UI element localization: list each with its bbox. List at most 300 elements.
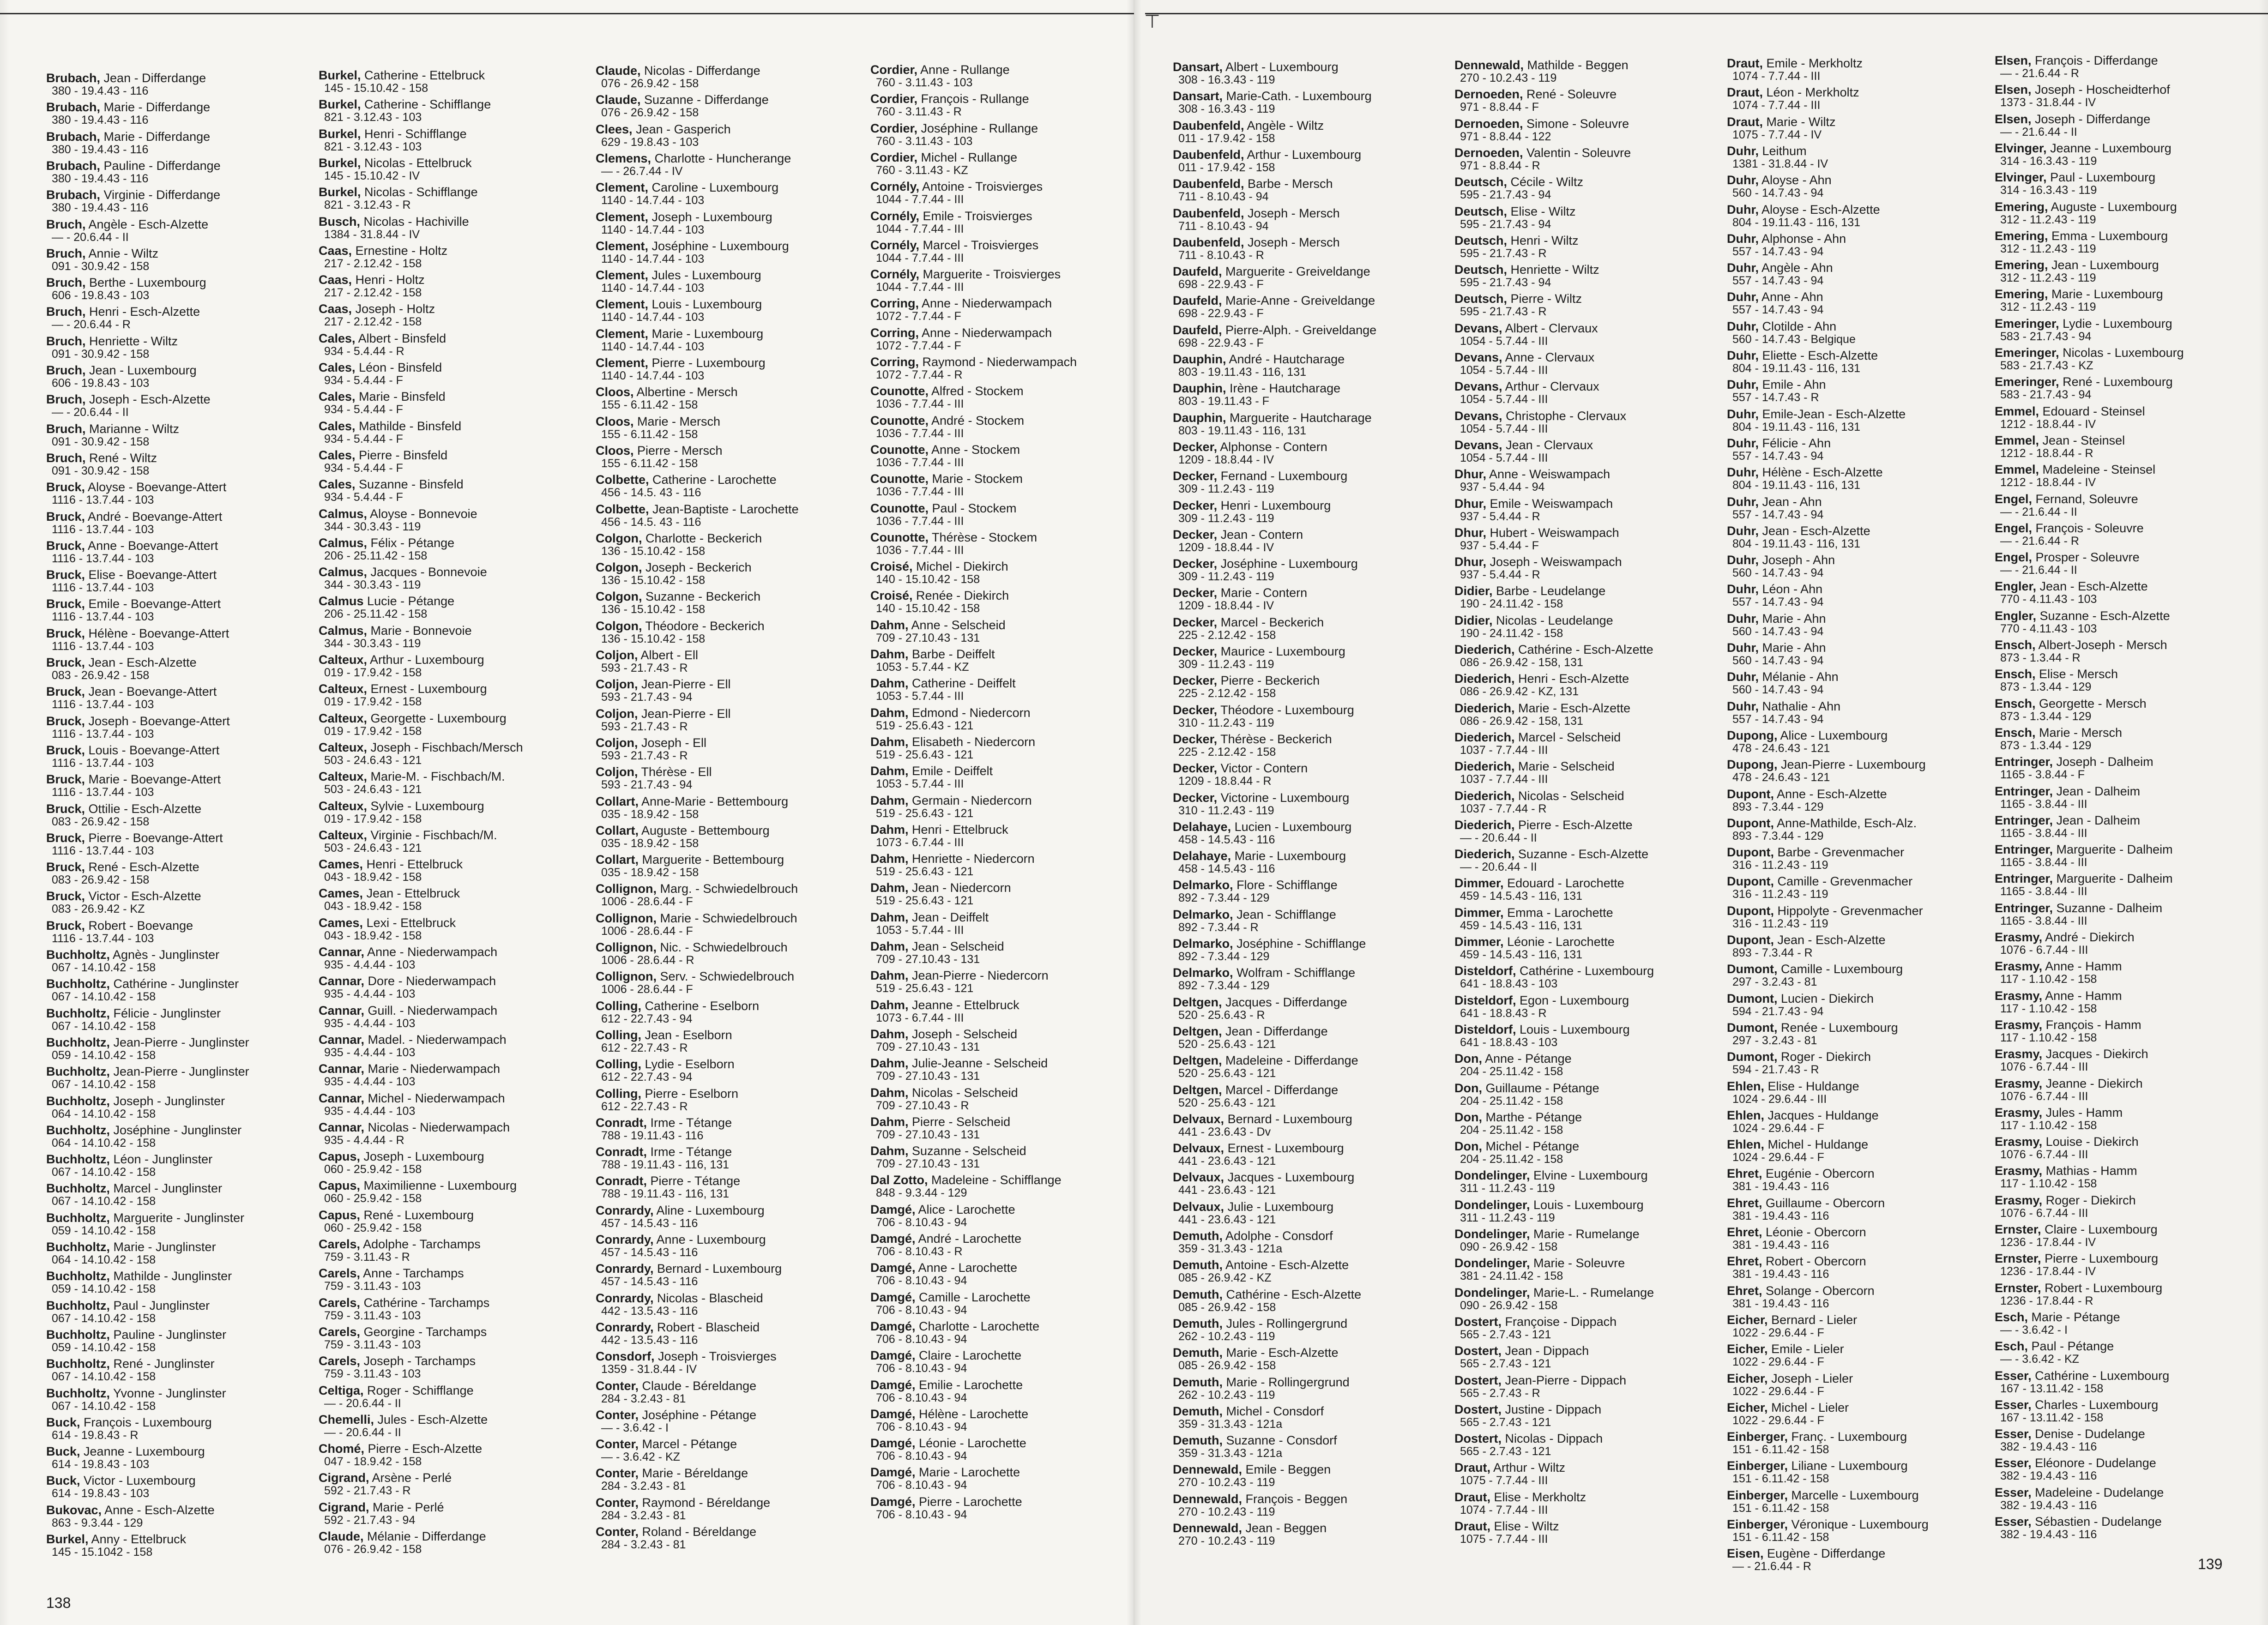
entry-surname: Diederich, bbox=[1454, 847, 1515, 861]
entry-name bbox=[319, 595, 454, 608]
entry-surname: Dupong, bbox=[1727, 728, 1778, 742]
index-entry bbox=[1173, 500, 1331, 524]
entry-name bbox=[1727, 1343, 1844, 1355]
index-entry bbox=[596, 240, 789, 265]
entry-record: 083 - 26.9.42 - 158 bbox=[52, 873, 150, 887]
index-entry bbox=[46, 978, 239, 1003]
index-entry bbox=[1995, 54, 2158, 79]
entry-record: 381 - 19.4.43 - 116 bbox=[1732, 1209, 1829, 1222]
entry-record: 1165 - 3.8.44 - III bbox=[2000, 856, 2087, 869]
entry-name bbox=[1727, 1226, 1866, 1239]
entry-record: 284 - 3.2.43 - 81 bbox=[601, 1538, 686, 1551]
entry-surname: Cales, bbox=[319, 448, 356, 462]
entry-given-place: Edouard - Larochette bbox=[1503, 876, 1624, 891]
entry-record: 456 - 14.5. 43 - 116 bbox=[601, 486, 701, 500]
entry-record: 1209 - 18.8.44 - IV bbox=[1178, 599, 1274, 613]
entry-record: 557 - 14.7.43 - 94 bbox=[1732, 712, 1824, 726]
entry-given-place: Albertine - Mersch bbox=[633, 385, 738, 399]
entry-given-place: Renée - Luxembourg bbox=[1777, 1020, 1898, 1035]
entry-given-place: Marie - Luxembourg bbox=[2048, 287, 2163, 301]
entry-given-place: Valentin - Soleuvre bbox=[1523, 145, 1631, 160]
index-entry bbox=[870, 882, 1011, 907]
entry-surname: Dennewald, bbox=[1454, 58, 1524, 72]
entry-given-place: Jean-Pierre - Junglinster bbox=[109, 1035, 249, 1049]
index-entry bbox=[1454, 702, 1630, 727]
entry-name bbox=[1454, 88, 1617, 101]
entry-given-place: Claire - Larochette bbox=[915, 1348, 1022, 1363]
entry-surname: Devans, bbox=[1454, 409, 1502, 423]
entry-name bbox=[596, 269, 761, 282]
entry-name bbox=[1727, 875, 1912, 888]
entry-surname: Disteldorf, bbox=[1454, 993, 1516, 1007]
entry-given-place: Catherine - Schifflange bbox=[361, 97, 491, 112]
entry-name bbox=[46, 423, 179, 435]
entry-given-place: Jean - Esch-Alzette bbox=[1773, 933, 1886, 947]
entry-given-place: Jean - Clervaux bbox=[1502, 438, 1593, 452]
entry-surname: Counotte, bbox=[870, 530, 929, 544]
index-entry bbox=[1995, 288, 2163, 313]
entry-record: 503 - 24.6.43 - 121 bbox=[324, 841, 422, 855]
entry-surname: Devans, bbox=[1454, 321, 1502, 335]
entry-record: 456 - 14.5. 43 - 116 bbox=[601, 515, 701, 529]
entry-surname: Eicher, bbox=[1727, 1400, 1768, 1414]
entry-record: 606 - 19.8.43 - 103 bbox=[52, 377, 150, 390]
entry-surname: Dennewald, bbox=[1173, 1462, 1243, 1477]
entry-surname: Cannar, bbox=[319, 1091, 365, 1105]
entry-given-place: Irme - Tétange bbox=[647, 1115, 732, 1130]
entry-given-place: Madeleine - Differdange bbox=[1222, 1053, 1358, 1068]
entry-surname: Bruck, bbox=[46, 538, 85, 553]
entry-record: 204 - 25.11.42 - 158 bbox=[1460, 1094, 1563, 1107]
index-entry bbox=[1454, 293, 1582, 318]
entry-record: 067 - 14.10.42 - 158 bbox=[52, 1312, 156, 1325]
index-entry bbox=[1727, 1285, 1875, 1310]
index-entry bbox=[596, 1088, 738, 1113]
entry-surname: Ensch, bbox=[1995, 638, 2036, 652]
entry-record: 1076 - 6.7.44 - III bbox=[2000, 1148, 2088, 1162]
entry-name bbox=[1454, 264, 1599, 276]
entry-record: — - 20.6.44 - R bbox=[52, 318, 131, 331]
index-entry bbox=[1173, 1434, 1337, 1459]
entry-name bbox=[870, 1233, 1021, 1245]
entry-record: 117 - 1.10.42 - 158 bbox=[2000, 973, 2097, 986]
entry-given-place: Sylvie - Luxembourg bbox=[367, 799, 484, 813]
entry-surname: Duhr, bbox=[1727, 611, 1759, 626]
entry-record: — - 20.6.44 - II bbox=[1460, 831, 1537, 844]
entry-record: 1165 - 3.8.44 - III bbox=[2000, 797, 2087, 811]
entry-surname: Dernoeden, bbox=[1454, 145, 1523, 160]
entry-name bbox=[46, 1329, 226, 1341]
entry-given-place: Jeanne - Ettelbruck bbox=[908, 998, 1019, 1012]
entry-given-place: Elvine - Luxembourg bbox=[1530, 1168, 1648, 1183]
entry-given-place: Hélène - Esch-Alzette bbox=[1759, 465, 1883, 480]
entry-given-place: Jean - Steinsel bbox=[2039, 433, 2125, 447]
entry-record: — - 20.6.44 - II bbox=[1460, 861, 1537, 874]
entry-surname: Decker, bbox=[1173, 498, 1218, 512]
index-entry bbox=[1727, 875, 1912, 900]
entry-given-place: Irène - Hautcharage bbox=[1226, 381, 1341, 396]
entry-given-place: Sébastien - Dudelange bbox=[2031, 1515, 2162, 1529]
entry-name bbox=[1727, 1080, 1859, 1093]
entry-given-place: Mathilde - Beggen bbox=[1524, 58, 1629, 72]
entry-surname: Dimmer, bbox=[1454, 935, 1504, 949]
entry-given-place: Emma - Luxembourg bbox=[2048, 229, 2168, 243]
entry-name bbox=[319, 98, 491, 111]
index-entry bbox=[1995, 113, 2150, 138]
index-entry bbox=[1173, 1288, 1361, 1313]
entry-given-place: Henriette - Wiltz bbox=[85, 334, 178, 348]
entry-surname: Damgé, bbox=[870, 1378, 916, 1392]
entry-given-place: Marguerite - Greiveldange bbox=[1222, 265, 1370, 279]
entry-given-place: Marie - Luxembourg bbox=[648, 326, 764, 341]
index-entry bbox=[1727, 1138, 1868, 1163]
entry-surname: Bruck, bbox=[46, 860, 85, 874]
entry-record: 206 - 25.11.42 - 158 bbox=[324, 608, 428, 621]
index-entry bbox=[1173, 90, 1372, 115]
entry-given-place: Albert - Clervaux bbox=[1502, 321, 1598, 335]
entry-record: 1037 - 7.7.44 - R bbox=[1460, 802, 1547, 815]
entry-record: 1212 - 18.8.44 - R bbox=[2000, 446, 2093, 460]
index-entry bbox=[1995, 347, 2184, 372]
index-entry bbox=[46, 1065, 249, 1090]
entry-given-place: Jeanne - Diekirch bbox=[2042, 1076, 2143, 1090]
entry-surname: Cales, bbox=[319, 361, 356, 374]
entry-record: 085 - 26.9.42 - 158 bbox=[1178, 1359, 1276, 1372]
index-entry bbox=[1727, 1255, 1866, 1280]
entry-name bbox=[870, 940, 1004, 953]
index-entry bbox=[46, 72, 206, 97]
entry-name bbox=[1727, 1285, 1875, 1297]
entry-surname: Decker, bbox=[1173, 557, 1218, 571]
entry-given-place: Maurice - Luxembourg bbox=[1217, 644, 1345, 658]
entry-name bbox=[870, 122, 1038, 135]
entry-given-place: Jules - Esch-Alzette bbox=[374, 1412, 488, 1426]
entry-record: 1140 - 14.7.44 - 103 bbox=[601, 340, 705, 353]
entry-record: 1075 - 7.7.44 - III bbox=[1460, 1533, 1548, 1546]
entry-record: 083 - 26.9.42 - 158 bbox=[52, 815, 150, 828]
entry-record: 1116 - 13.7.44 - 103 bbox=[52, 494, 154, 507]
entry-name bbox=[319, 128, 467, 140]
entry-name bbox=[596, 1321, 760, 1334]
entry-given-place: Nic. - Schwiedelbrouch bbox=[656, 940, 788, 954]
entry-given-place: Roland - Béreldange bbox=[639, 1525, 757, 1539]
index-entry bbox=[1727, 466, 1883, 491]
entry-name bbox=[1995, 434, 2125, 447]
entry-given-place: Joseph - Differdange bbox=[2031, 112, 2151, 126]
index-entry bbox=[1995, 1399, 2158, 1424]
entry-record: 709 - 27.10.43 - 131 bbox=[876, 953, 980, 966]
entry-surname: Dansart, bbox=[1173, 89, 1223, 103]
index-entry bbox=[1727, 788, 1887, 813]
entry-name bbox=[1727, 291, 1823, 303]
entry-given-place: Bernard - Luxembourg bbox=[653, 1262, 782, 1276]
index-entry bbox=[1173, 967, 1355, 992]
entry-record: 1381 - 31.8.44 - IV bbox=[1732, 157, 1828, 170]
entry-record: 641 - 18.8.43 - R bbox=[1460, 1006, 1547, 1020]
entry-given-place: Pierre - Eselborn bbox=[641, 1086, 739, 1101]
index-entry bbox=[1454, 1491, 1586, 1516]
index-entry bbox=[1727, 817, 1917, 842]
entry-record: 145 - 15.10.42 - IV bbox=[324, 169, 420, 182]
entry-given-place: Marie - Differdange bbox=[100, 129, 211, 144]
entry-given-place: Jean - Beggen bbox=[1242, 1521, 1327, 1535]
entry-surname: Colbette, bbox=[596, 473, 649, 487]
entry-name bbox=[870, 1087, 1018, 1099]
entry-name bbox=[870, 385, 1024, 397]
entry-surname: Buchholtz, bbox=[46, 1210, 110, 1225]
entry-surname: Conter, bbox=[596, 1495, 639, 1510]
index-entry bbox=[1173, 1376, 1350, 1401]
entry-name bbox=[1995, 990, 2122, 1002]
entry-record: 560 - 14.7.43 - 94 bbox=[1732, 625, 1824, 638]
entry-surname: Entringer, bbox=[1995, 755, 2053, 769]
entry-surname: Duhr, bbox=[1727, 407, 1759, 421]
entry-given-place: Joséphine - Luxembourg bbox=[1217, 557, 1358, 571]
index-entry bbox=[1995, 1311, 2120, 1336]
entry-name bbox=[319, 1180, 517, 1192]
index-entry bbox=[1995, 873, 2173, 897]
entry-given-place: François - Beggen bbox=[1242, 1492, 1348, 1506]
entry-record: 155 - 6.11.42 - 158 bbox=[601, 427, 698, 441]
entry-name bbox=[596, 181, 778, 194]
entry-name bbox=[870, 1437, 1026, 1450]
entry-record: 1054 - 5.7.44 - III bbox=[1460, 451, 1548, 464]
entry-record: 344 - 30.3.43 - 119 bbox=[324, 520, 421, 533]
index-entry bbox=[1995, 1457, 2156, 1482]
entry-record: 706 - 8.10.43 - 94 bbox=[876, 1332, 967, 1346]
index-entry bbox=[596, 1058, 735, 1083]
entry-surname: Clement, bbox=[596, 356, 649, 370]
entry-surname: Dahm, bbox=[870, 910, 909, 924]
index-entry bbox=[1727, 496, 1823, 521]
entry-name bbox=[46, 1270, 232, 1282]
entry-name bbox=[46, 1445, 205, 1458]
entry-name bbox=[46, 803, 201, 815]
entry-record: 706 - 8.10.43 - 94 bbox=[876, 1216, 967, 1229]
index-entry bbox=[1727, 583, 1823, 608]
index-entry bbox=[870, 1174, 1062, 1199]
entry-given-place: Christophe - Clervaux bbox=[1502, 409, 1627, 423]
index-entry bbox=[1727, 846, 1904, 871]
entry-record: 090 - 26.9.42 - 158 bbox=[1460, 1299, 1558, 1312]
entry-record: 593 - 21.7.43 - 94 bbox=[601, 778, 693, 792]
entry-name bbox=[1454, 351, 1594, 364]
top-rule-right bbox=[1145, 13, 2268, 14]
index-entry bbox=[1173, 645, 1345, 670]
entry-record: 614 - 19.8.43 - R bbox=[52, 1428, 139, 1442]
entry-surname: Emmel, bbox=[1995, 433, 2039, 447]
entry-record: 873 - 1.3.44 - 129 bbox=[2000, 710, 2092, 723]
index-entry bbox=[1727, 145, 1828, 170]
entry-surname: Dondelinger, bbox=[1454, 1168, 1530, 1183]
entry-given-place: Marcelle - Luxembourg bbox=[1788, 1488, 1919, 1502]
entry-given-place: Marguerite - Troisvierges bbox=[919, 267, 1061, 282]
entry-given-place: Virginie - Fischbach/M. bbox=[367, 828, 497, 842]
entry-name bbox=[46, 1475, 196, 1487]
index-entry bbox=[319, 1209, 474, 1234]
entry-name bbox=[319, 1443, 482, 1455]
entry-given-place: Marie - Rollingergrund bbox=[1223, 1375, 1350, 1389]
entry-name bbox=[870, 590, 1009, 602]
entry-name bbox=[46, 1387, 226, 1400]
entry-name bbox=[1173, 616, 1324, 629]
entry-surname: Celtiga, bbox=[319, 1383, 364, 1397]
index-entry bbox=[319, 245, 447, 270]
entry-name bbox=[1727, 174, 1832, 187]
index-entry bbox=[870, 1262, 1017, 1287]
entry-surname: Duhr, bbox=[1727, 465, 1759, 480]
entry-surname: Coljon, bbox=[596, 765, 638, 779]
entry-record: 312 - 11.2.43 - 119 bbox=[2000, 271, 2096, 285]
entry-record: 1140 - 14.7.44 - 103 bbox=[601, 311, 705, 324]
entry-given-place: Jean - Dippach bbox=[1502, 1344, 1589, 1358]
entry-surname: Dupont, bbox=[1727, 787, 1774, 801]
entry-given-place: Aloyse - Bonnevoie bbox=[367, 506, 477, 521]
entry-name bbox=[596, 240, 789, 253]
entry-name bbox=[870, 327, 1052, 339]
entry-given-place: Anne - Pétange bbox=[1482, 1052, 1572, 1066]
entry-given-place: Henriette - Niedercorn bbox=[908, 852, 1035, 866]
index-entry bbox=[1454, 1228, 1640, 1253]
entry-given-place: Henri - Schifflange bbox=[361, 126, 467, 141]
index-entry bbox=[319, 478, 464, 503]
entry-name bbox=[1173, 967, 1355, 979]
entry-name bbox=[596, 211, 772, 223]
index-entry bbox=[1995, 405, 2145, 430]
entry-surname: Capus, bbox=[319, 1150, 361, 1164]
entry-record: 803 - 19.11.43 - F bbox=[1178, 395, 1269, 408]
entry-given-place: Yvonne - Junglinster bbox=[109, 1386, 226, 1400]
entry-record: 381 - 19.4.43 - 116 bbox=[1732, 1180, 1829, 1193]
index-entry bbox=[1727, 116, 1836, 141]
index-entry bbox=[319, 449, 447, 474]
page-number-left: 138 bbox=[46, 1595, 71, 1611]
entry-name bbox=[46, 686, 217, 698]
index-entry bbox=[319, 887, 460, 912]
entry-surname: Ensch, bbox=[1995, 696, 2036, 710]
entry-surname: Cannar, bbox=[319, 1003, 365, 1017]
entry-record: 459 - 14.5.43 - 116, 131 bbox=[1460, 948, 1583, 961]
index-entry bbox=[1454, 1169, 1648, 1194]
index-entry bbox=[319, 1297, 489, 1322]
entry-surname: Dostert, bbox=[1454, 1344, 1502, 1358]
index-entry bbox=[46, 627, 229, 652]
entry-surname: Cames, bbox=[319, 915, 363, 930]
entry-record: 083 - 26.9.42 - 158 bbox=[52, 669, 150, 682]
entry-record: 760 - 3.11.43 - R bbox=[876, 105, 962, 119]
index-entry bbox=[870, 560, 1008, 585]
entry-name bbox=[1995, 580, 2148, 593]
entry-name bbox=[46, 306, 200, 318]
entry-record: 441 - 23.6.43 - 121 bbox=[1178, 1213, 1276, 1226]
entry-record: 155 - 6.11.42 - 158 bbox=[601, 457, 698, 470]
entry-record: 760 - 3.11.43 - 103 bbox=[876, 76, 973, 89]
entry-name bbox=[1454, 702, 1630, 715]
entry-given-place: Marianne - Wiltz bbox=[85, 421, 180, 436]
entry-surname: Dahm, bbox=[870, 647, 909, 661]
index-entry bbox=[46, 452, 157, 477]
entry-name bbox=[1454, 614, 1613, 627]
entry-given-place: Joséphine - Pétange bbox=[639, 1408, 757, 1422]
entry-surname: Duhr, bbox=[1727, 349, 1759, 362]
entry-name bbox=[1454, 1520, 1559, 1533]
entry-given-place: Joseph - Esch-Alzette bbox=[85, 392, 211, 407]
entry-record: 1024 - 29.6.44 - F bbox=[1732, 1151, 1824, 1164]
entry-name bbox=[1173, 412, 1372, 424]
entry-name bbox=[1173, 1434, 1337, 1447]
index-entry bbox=[319, 1355, 476, 1380]
entry-given-place: Marie-L. - Rumelange bbox=[1530, 1285, 1654, 1300]
index-entry bbox=[46, 949, 219, 974]
entry-given-place: Anne - Esch-Alzette bbox=[102, 1503, 215, 1517]
entry-name bbox=[870, 415, 1024, 427]
entry-record: 308 - 16.3.43 - 119 bbox=[1178, 73, 1275, 86]
entry-name bbox=[319, 216, 469, 228]
entry-record: 380 - 19.4.43 - 116 bbox=[52, 172, 149, 185]
index-entry bbox=[1173, 441, 1327, 466]
entry-record: 1053 - 5.7.44 - III bbox=[876, 690, 964, 703]
entry-record: 1037 - 7.7.44 - III bbox=[1460, 743, 1548, 757]
entry-surname: Don, bbox=[1454, 1110, 1482, 1124]
entry-record: 804 - 19.11.43 - 116, 131 bbox=[1732, 362, 1861, 375]
index-entry bbox=[1454, 965, 1654, 990]
entry-record: 309 - 11.2.43 - 119 bbox=[1178, 482, 1274, 496]
index-entry bbox=[870, 794, 1032, 819]
entry-record: 019 - 17.9.42 - 158 bbox=[324, 812, 422, 825]
entry-record: 804 - 19.11.43 - 116, 131 bbox=[1732, 216, 1861, 229]
index-entry bbox=[870, 1379, 1023, 1404]
entry-given-place: Auguste - Luxembourg bbox=[2048, 199, 2177, 214]
entry-surname: Daubenfeld, bbox=[1173, 206, 1244, 220]
entry-name bbox=[46, 335, 178, 348]
entry-surname: Delahaye, bbox=[1173, 849, 1231, 863]
entry-record: 1006 - 28.6.44 - R bbox=[601, 954, 694, 967]
entry-record: 1036 - 7.7.44 - III bbox=[876, 514, 964, 528]
entry-name bbox=[46, 247, 158, 260]
index-entry bbox=[1727, 262, 1833, 287]
entry-record: 344 - 30.3.43 - 119 bbox=[324, 637, 421, 650]
entry-surname: Don, bbox=[1454, 1081, 1482, 1095]
entry-record: — - 3.6.42 - KZ bbox=[601, 1450, 680, 1464]
entry-surname: Ensch, bbox=[1995, 725, 2036, 740]
entry-name bbox=[1454, 585, 1605, 597]
entry-name bbox=[596, 152, 791, 165]
entry-name bbox=[1173, 1230, 1333, 1242]
entry-name bbox=[319, 917, 456, 929]
entry-surname: Entringer, bbox=[1995, 872, 2053, 886]
entry-record: 085 - 26.9.42 - 158 bbox=[1178, 1300, 1276, 1314]
entry-record: 1140 - 14.7.44 - 103 bbox=[601, 194, 705, 207]
entry-name bbox=[1995, 318, 2172, 330]
index-entry bbox=[46, 656, 197, 681]
entry-record: 706 - 8.10.43 - 94 bbox=[876, 1362, 967, 1375]
entry-record: 091 - 30.9.42 - 158 bbox=[52, 435, 150, 448]
entry-surname: Draut, bbox=[1727, 85, 1763, 100]
index-entry bbox=[596, 386, 738, 411]
entry-given-place: Victorine - Luxembourg bbox=[1217, 790, 1350, 805]
entry-given-place: François - Luxembourg bbox=[80, 1415, 212, 1429]
entry-name bbox=[1454, 1257, 1625, 1270]
entry-given-place: Joseph - Tarchamps bbox=[360, 1354, 476, 1368]
entry-record: 167 - 13.11.42 - 158 bbox=[2000, 1382, 2104, 1395]
index-entry bbox=[870, 677, 1016, 702]
entry-surname: Erasmy, bbox=[1995, 1135, 2043, 1149]
index-entry bbox=[46, 1475, 196, 1499]
page-number-right: 139 bbox=[2198, 1556, 2223, 1572]
entry-record: 565 - 2.7.43 - 121 bbox=[1460, 1328, 1551, 1341]
index-entry bbox=[1727, 905, 1923, 930]
entry-given-place: Joseph - Boevange-Attert bbox=[85, 714, 230, 728]
